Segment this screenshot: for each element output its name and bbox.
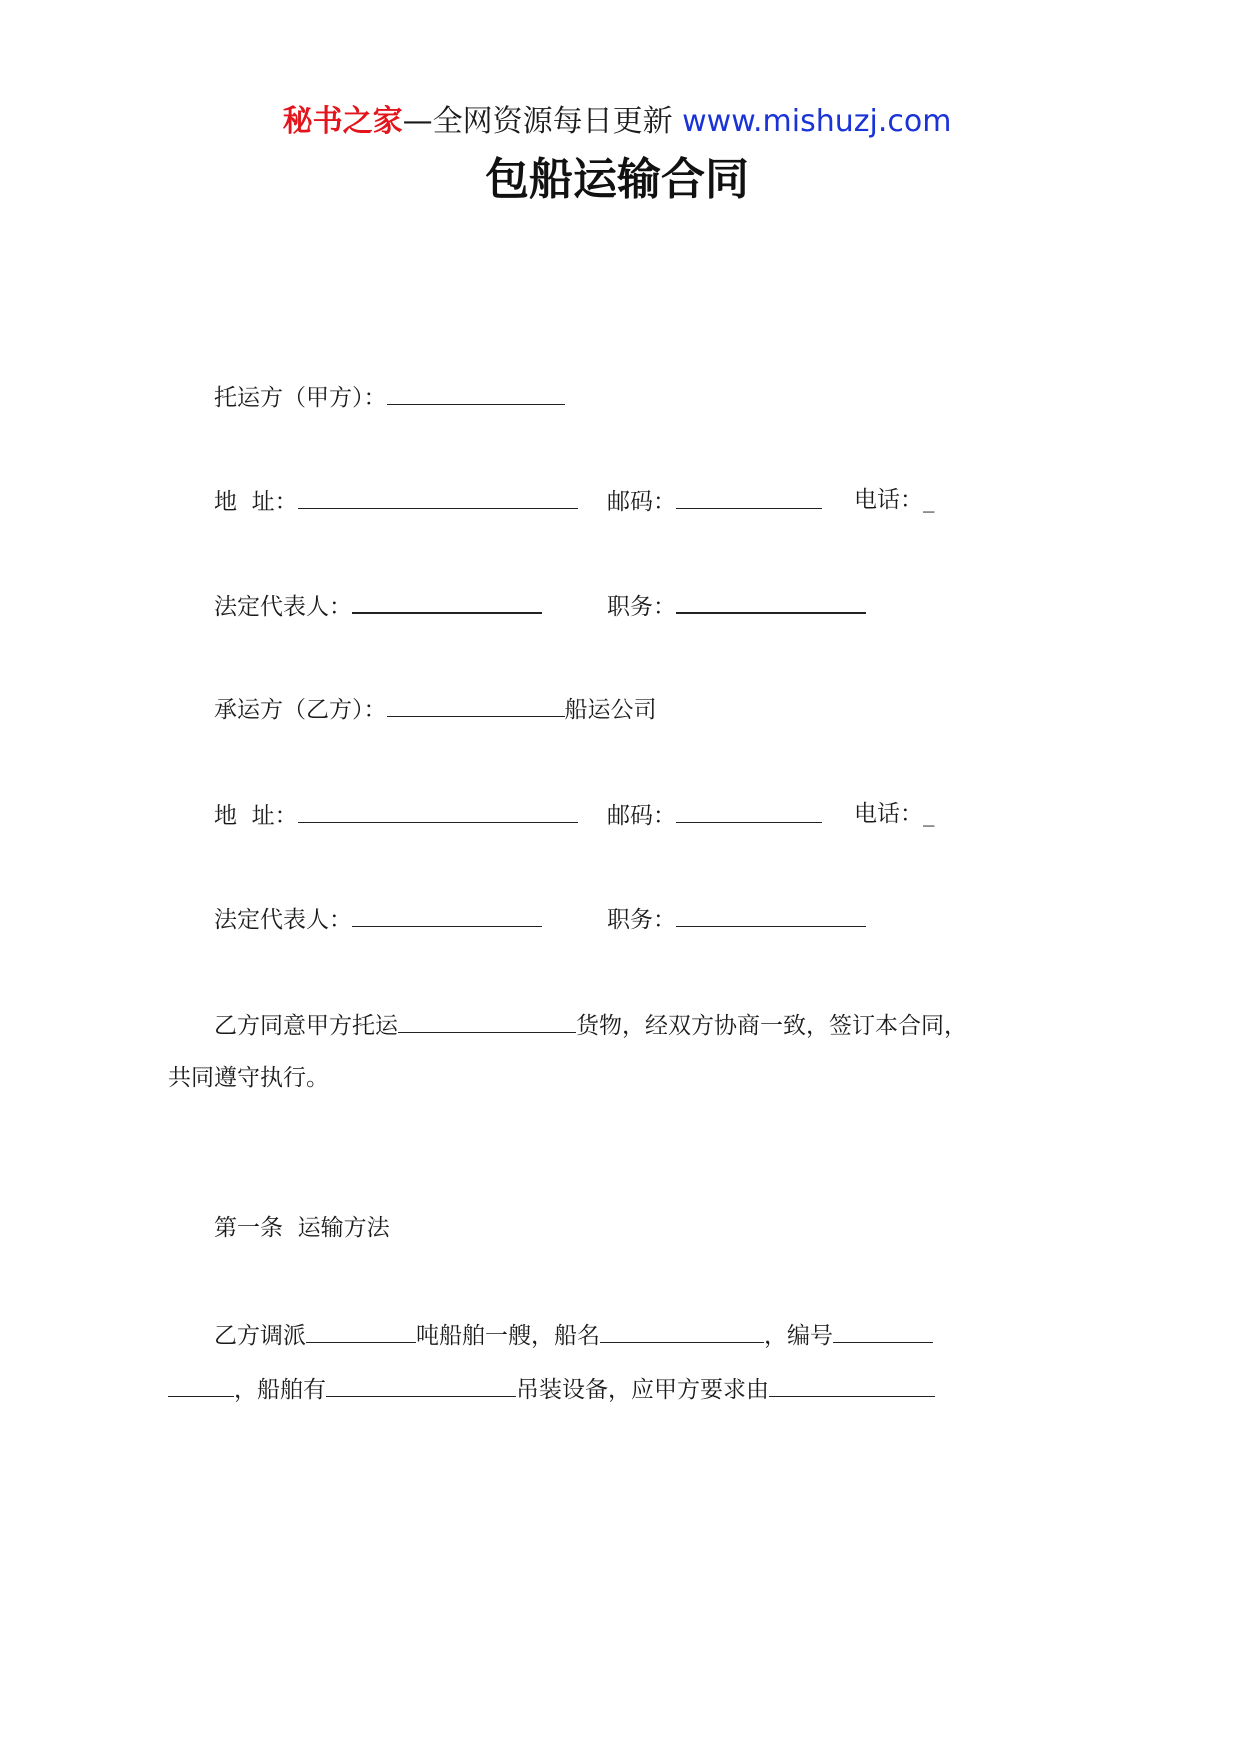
party-b-address-row [214,798,578,832]
party-b-position-label: 职务： [607,907,676,933]
party-b-name-blank[interactable] [387,692,565,717]
party-a-rep-blank[interactable] [352,588,542,614]
party-b-phone-label: 电话： [854,801,923,827]
party-b-position-blank[interactable] [676,902,866,927]
party-a-position-label: 职务： [607,594,676,620]
party-a-phone-blank[interactable]: _ [923,487,935,513]
document-title: 包船运输合同 [485,154,749,205]
party-a-position-row [607,588,866,623]
tonnage-blank[interactable] [306,1318,416,1343]
requested-party-blank[interactable] [769,1372,935,1397]
ship-name-blank[interactable] [600,1318,764,1343]
article-1-line-2 [168,1372,935,1406]
article-1-text-1: 乙方调派 [214,1323,306,1349]
party-a-label: 托运方（甲方）： [214,385,387,411]
party-b-postcode-blank[interactable] [676,798,822,823]
ship-number-blank[interactable] [833,1318,933,1343]
party-b-rep-row [214,902,542,936]
party-a-name-blank[interactable] [387,380,565,405]
cargo-blank[interactable] [398,1008,576,1033]
party-a-address-label: 地 址： [214,484,578,518]
party-b-address-label: 地 址： [214,803,298,829]
party-a-address-blank[interactable] [298,484,578,509]
lifting-equipment-blank[interactable] [326,1372,516,1397]
intro-text-1: 乙方同意甲方托运 [214,1013,398,1039]
party-a-rep-row [214,588,542,623]
party-a-phone-label: 电话： [854,487,923,513]
article-1-heading: 第一条 运输方法 [214,1215,390,1241]
ship-number-blank-continued[interactable] [168,1372,234,1397]
site-banner [0,100,1234,144]
party-b-phone-blank[interactable]: _ [923,801,935,827]
article-1-line-1 [214,1318,933,1352]
party-b-postcode-row [607,798,822,832]
article-1-text-2: 吨船舶一艘，船名 [416,1323,600,1349]
party-b-phone-row [854,798,935,830]
party-a-name-row [214,380,565,414]
party-a-postcode-row [607,484,822,518]
party-a-phone-row [854,484,935,516]
party-a-postcode-label: 邮码： [607,489,676,515]
intro-line-2: 共同遵守执行。 [168,1065,329,1091]
party-b-position-row [607,902,866,936]
site-url-link[interactable]: www.mishuzj.com [682,104,952,139]
party-b-company-suffix: 船运公司 [564,697,657,723]
party-a-postcode-blank[interactable] [676,484,822,509]
party-b-rep-blank[interactable] [352,902,542,927]
party-a-rep-label: 法定代表人： [214,594,352,620]
party-b-name-row [214,692,657,726]
party-a-position-blank[interactable] [676,588,866,614]
article-1-text-3: ，编号 [764,1323,833,1349]
banner-slogan: —全网资源每日更新 [402,104,673,139]
party-b-label: 承运方（乙方）： [214,697,387,723]
party-b-postcode-label: 邮码： [607,803,676,829]
brand-name: 秘书之家 [282,104,403,139]
intro-line-1 [214,1008,967,1042]
party-b-rep-label: 法定代表人： [214,907,352,933]
intro-text-2: 货物，经双方协商一致，签订本合同， [576,1013,967,1039]
article-1-text-5: 吊装设备，应甲方要求由 [516,1377,769,1403]
article-1-text-4: ，船舶有 [234,1377,326,1403]
party-b-address-blank[interactable] [298,798,578,823]
